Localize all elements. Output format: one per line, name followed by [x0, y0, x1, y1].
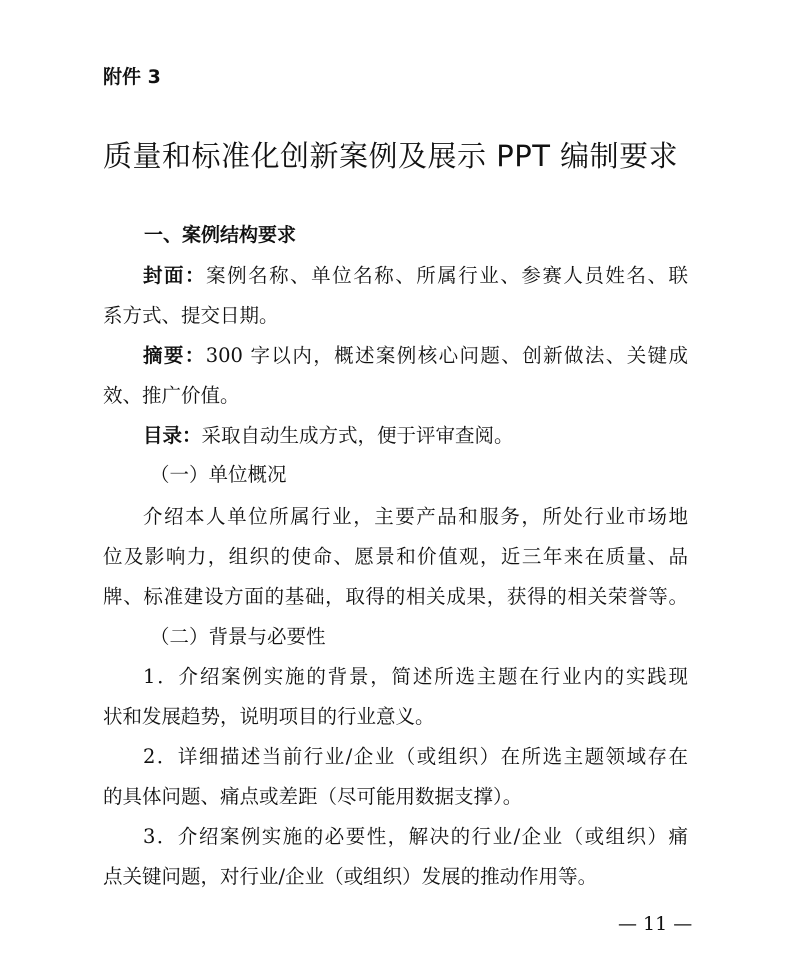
- toc-paragraph-line: [143, 426, 514, 446]
- abstract-label: 摘要：: [143, 344, 206, 367]
- cover-paragraph-line: [103, 266, 688, 286]
- paragraph-line: 牌、标准建设方面的基础，取得的相关成果，获得的相关荣誉等。: [103, 585, 688, 608]
- paragraph-line: 介绍本人单位所属行业，主要产品和服务，所处行业市场地: [143, 505, 688, 528]
- abstract-text: 300 字以内，概述案例核心问题、创新做法、关键成: [205, 344, 688, 367]
- list-item-line: 2．详细描述当前行业/企业（或组织）在所选主题领域存在: [143, 745, 688, 768]
- list-item-line: 点关键问题，对行业/企业（或组织）发展的推动作用等。: [103, 865, 598, 888]
- list-item-line: 的具体问题、痛点或差距（尽可能用数据支撑）。: [103, 785, 523, 808]
- attachment-label: 附件 3: [103, 66, 161, 88]
- cover-label: 封面：: [143, 264, 207, 287]
- subsection-heading: （一）单位概况: [150, 463, 287, 486]
- subsection-heading: （二）背景与必要性: [150, 625, 326, 648]
- abstract-paragraph-line: 效、推广价值。: [103, 384, 240, 407]
- paragraph-line: 位及影响力，组织的使命、愿景和价值观，近三年来在质量、品: [103, 545, 688, 568]
- toc-label: 目录：: [143, 424, 202, 447]
- cover-paragraph-line: 系方式、提交日期。: [103, 304, 279, 327]
- abstract-paragraph-line: [103, 346, 688, 366]
- toc-text: 采取自动生成方式，便于评审查阅。: [201, 424, 514, 447]
- cover-text: 案例名称、单位名称、所属行业、参赛人员姓名、联: [206, 264, 688, 287]
- list-item-line: 1．介绍案例实施的背景，简述所选主题在行业内的实践现: [143, 665, 688, 688]
- page-number: — 11 —: [618, 913, 693, 935]
- section-heading: 一、案例结构要求: [144, 224, 297, 246]
- document-title: 质量和标准化创新案例及展示 PPT 编制要求: [103, 139, 679, 173]
- list-item-line: 状和发展趋势，说明项目的行业意义。: [103, 705, 435, 728]
- list-item-line: 3．介绍案例实施的必要性，解决的行业/企业（或组织）痛: [143, 825, 688, 848]
